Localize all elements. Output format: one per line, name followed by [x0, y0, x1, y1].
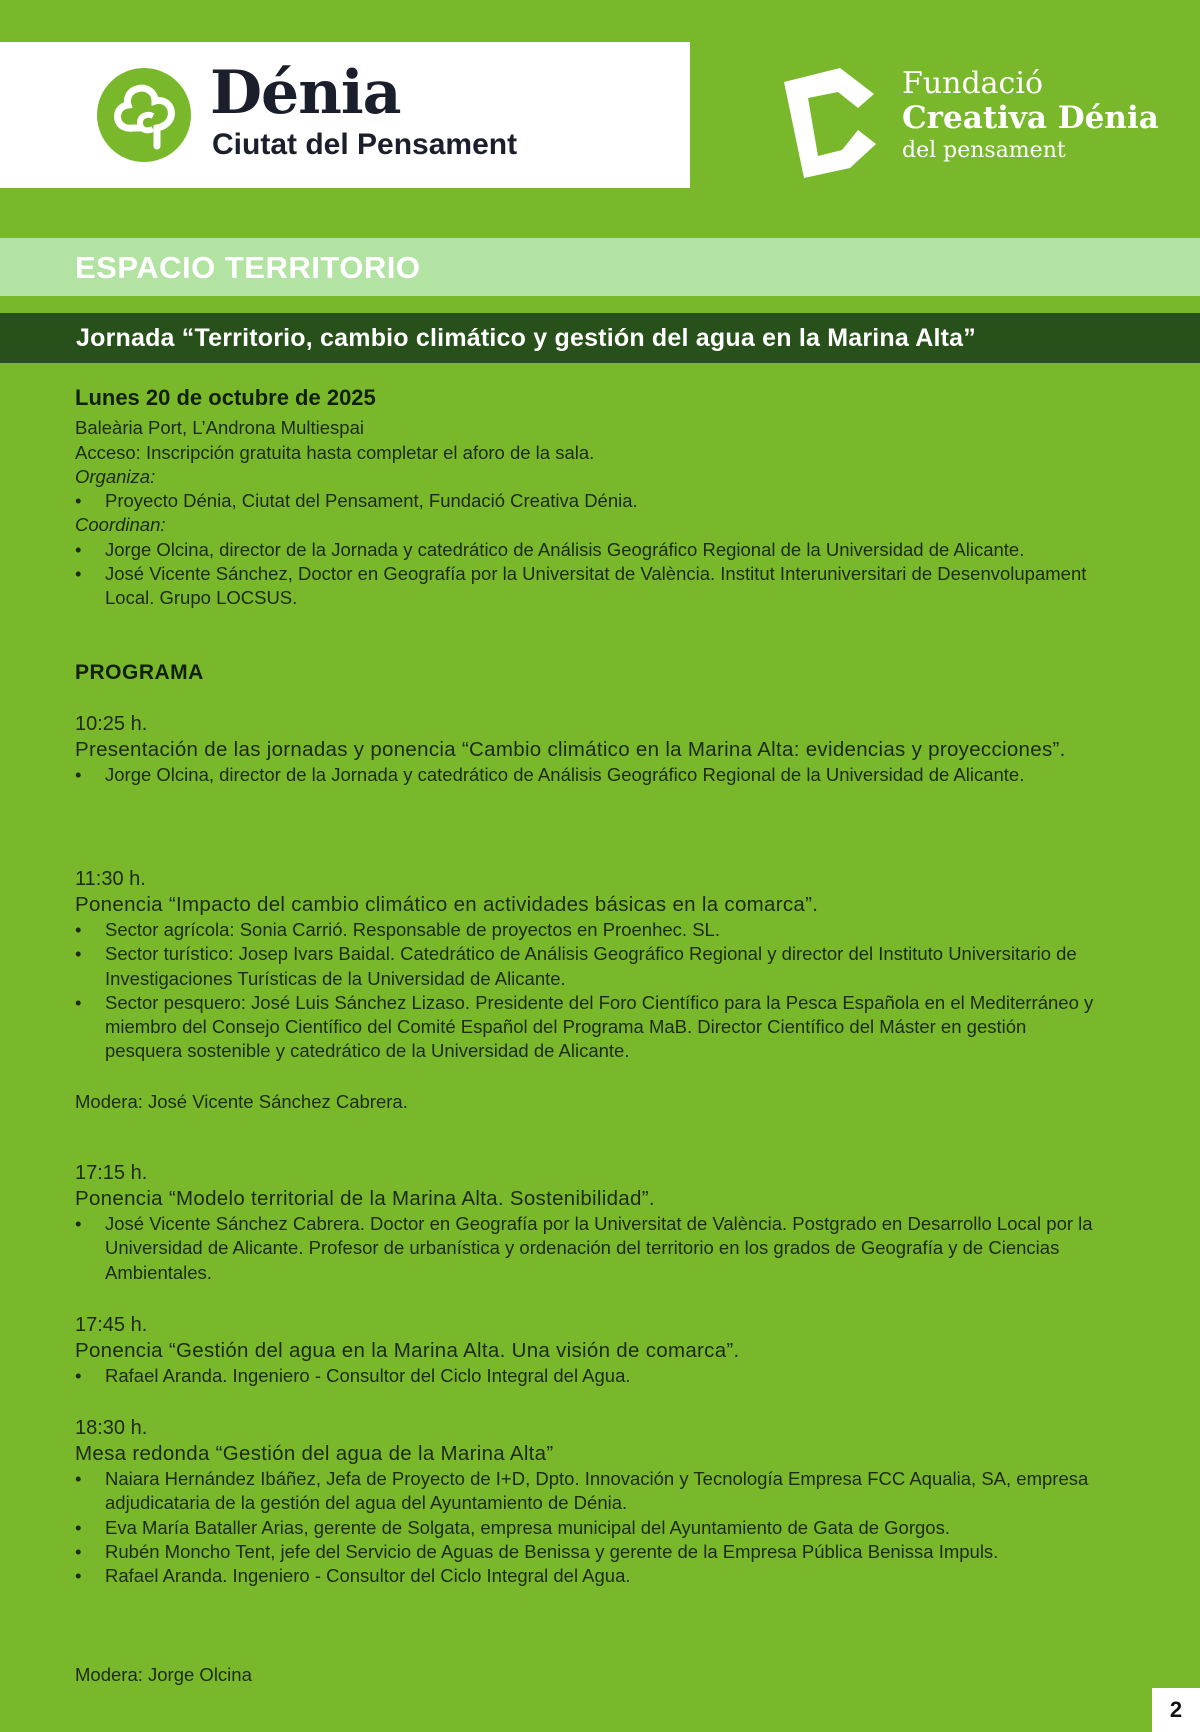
section-band [0, 238, 1200, 296]
session-2 [75, 866, 1095, 1064]
speaker-item: • Naiara Hernández Ibáñez, Jefa de Proyecto de I+D, Dpto. Innovación y Tecnología Empresa FCC Aqualia, SA, empresa adjudicataria de la gestión del agua del Ayuntamiento de Dénia. [75, 1467, 1095, 1516]
session-time: 17:15 h. [75, 1162, 148, 1184]
speaker-item: • Rubén Moncho Tent, jefe del Servicio de Aguas de Benissa y gerente de la Empresa Pública Benissa Impuls. [75, 1540, 1095, 1564]
event-title: Jornada “Territorio, cambio climático y gestión del agua en la Marina Alta” [76, 324, 976, 352]
session-title: Mesa redonda “Gestión del agua de la Marina Alta” [75, 1442, 554, 1465]
coordinator-item: • José Vicente Sánchez, Doctor en Geografía por la Universitat de València. Institut Interuniversitari de Desenvolupament Local. Grupo LOCSUS. [75, 562, 1095, 611]
denia-logo-icon [97, 68, 191, 162]
session-5-moderator: Modera: Jorge Olcina [75, 1664, 252, 1685]
event-info [75, 386, 1095, 611]
session-time: 11:30 h. [75, 868, 146, 890]
section-title: ESPACIO TERRITORIO [75, 250, 421, 285]
session-1 [75, 711, 1095, 787]
denia-logo-subtitle: Ciutat del Pensament [212, 128, 518, 161]
speaker-item: • Eva María Bataller Arias, gerente de Solgata, empresa municipal del Ayuntamiento de Gata de Gorgos. [75, 1516, 1095, 1540]
session-time: 10:25 h. [75, 713, 148, 735]
speaker-item: • Sector pesquero: José Luis Sánchez Lizaso. Presidente del Foro Científico para la Pesca Española en el Mediterráneo y miembro del Consejo Científico del Comité Español del Programa MaB. Director Científico del Máster en gestión pesquera sostenible y catedrático de la Universidad de Alicante. [75, 991, 1095, 1064]
denia-logo-title: Dénia [210, 58, 401, 128]
session-5 [75, 1415, 1095, 1588]
event-venue: Baleària Port, L’Androna Multiespai [75, 417, 364, 439]
coordinan-label: Coordinan: [75, 514, 166, 536]
session-title: Ponencia “Impacto del cambio climático en actividades básicas en la comarca”. [75, 893, 819, 916]
speaker-item: • Rafael Aranda. Ingeniero - Consultor del Ciclo Integral del Agua. [75, 1564, 1095, 1588]
event-title-band [0, 313, 1200, 363]
coordinator-item: • Jorge Olcina, director de la Jornada y catedrático de Análisis Geográfico Regional de la Universidad de Alicante. [75, 538, 1095, 562]
organiza-label: Organiza: [75, 465, 156, 487]
speaker-item: • Sector turístico: Josep Ivars Baidal. Catedrático de Análisis Geográfico Regional y director del Instituto Universitario de Investigaciones Turísticas de la Universidad de Alicante. [75, 942, 1095, 991]
programa-heading: PROGRAMA [75, 661, 204, 684]
speaker-item: • Sector agrícola: Sonia Carrió. Responsable de proyectos en Proenhec. SL. [75, 918, 1095, 942]
session-title: Ponencia “Modelo territorial de la Marina Alta. Sostenibilidad”. [75, 1187, 655, 1210]
session-title: Presentación de las jornadas y ponencia “Cambio climático en la Marina Alta: evidencias y proyecciones”. [75, 738, 1066, 761]
session-title: Ponencia “Gestión del agua en la Marina Alta. Una visión de comarca”. [75, 1339, 740, 1362]
fundacio-logo-line1: Fundació [902, 66, 1044, 101]
organizer-item: • Proyecto Dénia, Ciutat del Pensament, Fundació Creativa Dénia. [75, 489, 1095, 513]
session-4 [75, 1312, 1095, 1388]
speaker-item: • Jorge Olcina, director de la Jornada y catedrático de Análisis Geográfico Regional de la Universidad de Alicante. [75, 763, 1095, 787]
speaker-item: • Rafael Aranda. Ingeniero - Consultor del Ciclo Integral del Agua. [75, 1364, 1095, 1388]
fundacio-logo-line3: del pensament [902, 138, 1066, 163]
event-access: Acceso: Inscripción gratuita hasta completar el aforo de la sala. [75, 441, 595, 463]
speaker-item: • José Vicente Sánchez Cabrera. Doctor en Geografía por la Universitat de València. Postgrado en Desarrollo Local por la Universidad de Alicante. Profesor de urbanística y ordenación del territorio en los grados de Geografía y de Ciencias Ambientales. [75, 1212, 1095, 1285]
session-2-moderator: Modera: José Vicente Sánchez Cabrera. [75, 1091, 408, 1112]
fundacio-logo-line2: Creativa Dénia [902, 100, 1159, 136]
event-date: Lunes 20 de octubre de 2025 [75, 385, 376, 410]
session-time: 18:30 h. [75, 1417, 148, 1439]
session-3 [75, 1160, 1095, 1285]
page-number: 2 [1152, 1688, 1200, 1732]
session-time: 17:45 h. [75, 1314, 148, 1336]
fundacio-logo-icon [780, 64, 890, 180]
